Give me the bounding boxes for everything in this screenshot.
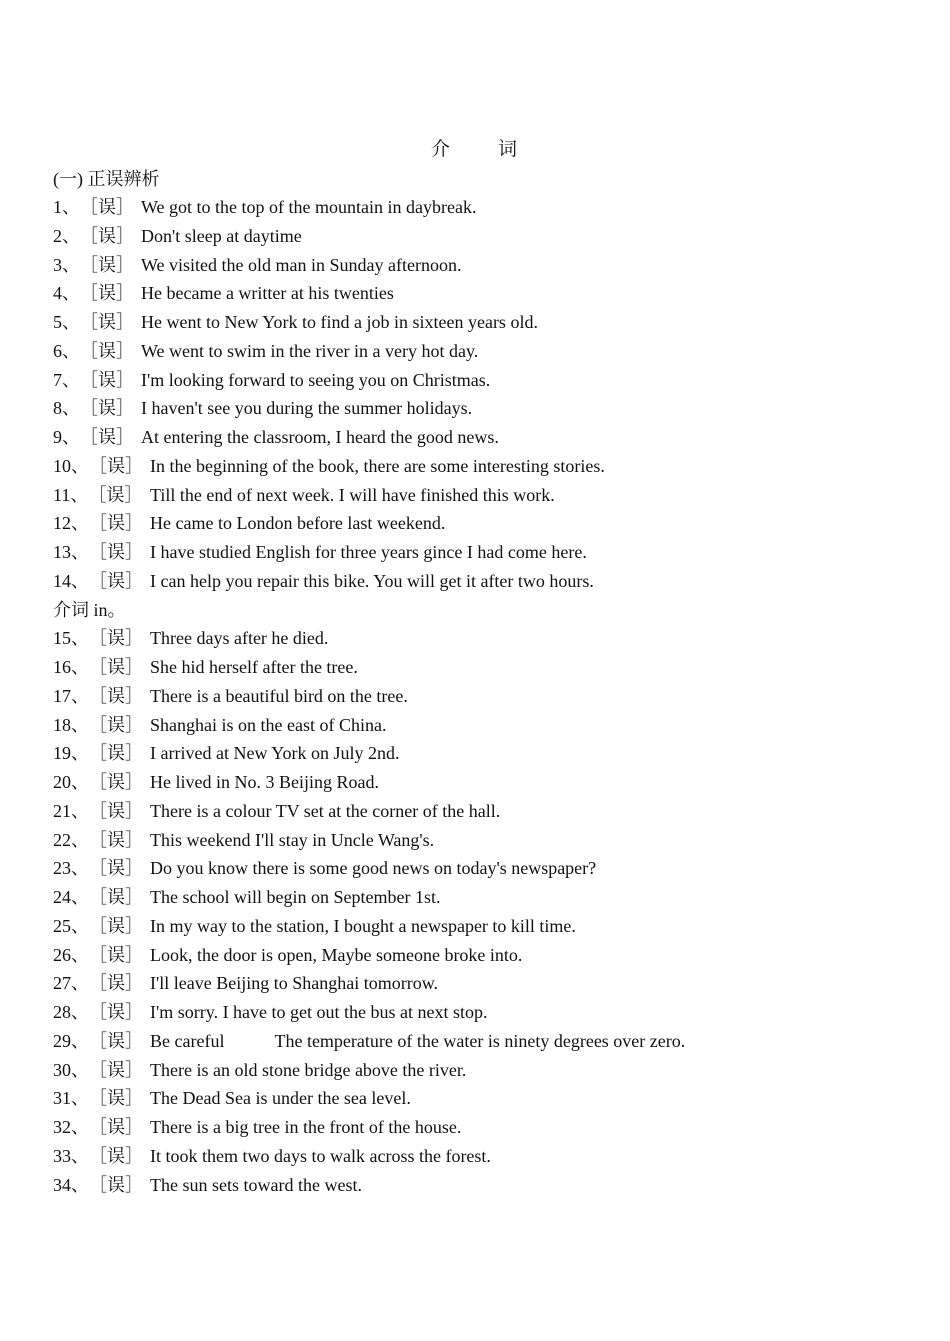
item-sentence: I'm sorry. I have to get out the bus at next stop. [150,1002,488,1022]
item-sentence: It took them two days to walk across the forest. [150,1145,491,1166]
item-number: 14、 [53,570,89,591]
error-tag: ［误］ [80,427,134,447]
error-tag: ［误］ [80,197,134,217]
item-sentence: She hid herself after the tree. [150,657,358,677]
item-number: 29、 [53,1030,89,1051]
exercise-item [53,193,933,222]
page-title-right: 词 [498,139,520,160]
error-tag: ［误］ [80,369,134,390]
error-tag: ［误］ [89,829,143,850]
item-number: 15、 [53,628,89,649]
error-tag: ［误］ [89,944,143,965]
item-sentence: He became a writter at his twenties [141,283,394,304]
error-tag: ［误］ [89,887,143,907]
error-tag: ［误］ [89,915,143,936]
item-sentence: Shanghai is on the east of China. [150,714,387,735]
error-tag: ［误］ [80,398,134,419]
error-tag: ［误］ [80,254,134,275]
item-sentence: In the beginning of the book, there are some interesting stories. [150,455,605,476]
exercise-item [53,366,933,395]
exercise-item [53,337,933,366]
exercise-item [53,653,933,682]
item-sentence: There is an old stone bridge above the river. [150,1059,467,1080]
error-tag: ［误］ [80,225,134,246]
item-number: 1、 [53,197,80,217]
error-tag: ［误］ [89,1117,143,1137]
exercise-item [53,854,933,883]
item-sentence: This weekend I'll stay in Uncle Wang's. [150,829,435,850]
item-number: 22、 [53,829,89,850]
item-number: 9、 [53,427,80,447]
item-number: 7、 [53,369,80,390]
exercise-item [53,509,933,538]
error-tag: ［误］ [89,714,143,735]
exercise-list [53,193,933,1199]
exercise-item [53,1084,933,1113]
item-number: 17、 [53,685,89,706]
exercise-item [53,1027,933,1056]
error-tag: ［误］ [89,1059,143,1080]
item-sentence: Don't sleep at daytime [141,225,302,246]
item-number: 31、 [53,1088,89,1109]
item-sentence: I haven't see you during the summer holidays. [141,398,473,419]
item-sentence: He lived in No. 3 Beijing Road. [150,772,379,792]
error-tag: ［误］ [89,685,143,706]
item-number: 18、 [53,714,89,735]
exercise-item [53,567,933,596]
item-sentence: We went to swim in the river in a very hot day. [141,340,479,361]
error-tag: ［误］ [89,542,143,562]
error-tag: ［误］ [88,484,143,505]
exercise-item [53,998,933,1027]
exercise-item [53,423,933,452]
item-number: 4、 [53,283,80,304]
item-number: 11、 [53,484,89,505]
item-sentence: We visited the old man in Sunday afternoon. [141,254,462,275]
item-number: 19、 [53,743,89,764]
exercise-item [53,1113,933,1142]
error-tag: ［误］ [89,973,143,994]
exercise-item [53,538,933,567]
item-number: 32、 [53,1117,89,1137]
item-sentence: There is a big tree in the front of the house. [150,1117,462,1137]
error-tag: ［误］ [89,657,143,677]
item-number: 5、 [53,312,80,332]
item-number: 23、 [53,858,89,879]
exercise-item [53,624,933,653]
exercise-item [53,711,933,740]
exercise-item [53,222,933,251]
exercise-item [53,1056,933,1085]
item-number: 2、 [53,225,80,246]
exercise-item [53,826,933,855]
item-sentence: The sun sets toward the west. [150,1174,362,1195]
page-title [0,134,950,161]
exercise-item [53,739,933,768]
section-heading: (一) 正误辨析 [53,169,160,189]
item-sentence: We got to the top of the mountain in daybreak. [141,197,477,217]
item-sentence: Till the end of next week. I will have finished this work. [150,484,555,505]
item-number: 26、 [53,944,89,965]
item-sentence: He went to New York to find a job in sixteen years old. [141,312,538,332]
error-tag: ［误］ [89,513,143,534]
item-sentence: I'll leave Beijing to Shanghai tomorrow. [150,973,439,994]
note-text: 介词 in。 [53,599,126,620]
exercise-item [53,912,933,941]
item-sentence: Three days after he died. [150,628,329,649]
error-tag: ［误］ [80,340,134,361]
exercise-item [53,797,933,826]
exercise-item [53,452,933,481]
item-sentence-part2: The temperature of the water is ninety degrees over zero. [274,1030,686,1051]
error-tag: ［误］ [89,772,143,792]
exercise-item [53,883,933,912]
exercise-item [53,394,933,423]
exercise-item [53,969,933,998]
item-number: 3、 [53,254,80,275]
item-number: 20、 [53,772,89,792]
item-number: 13、 [53,542,89,562]
error-tag: ［误］ [89,455,143,476]
item-sentence: Do you know there is some good news on today's newspaper? [150,858,597,879]
exercise-item [53,308,933,337]
note-line [53,596,933,625]
item-sentence: The school will begin on September 1st. [150,887,441,907]
error-tag: ［误］ [89,628,143,649]
item-number: 34、 [53,1174,89,1195]
exercise-item [53,941,933,970]
item-number: 25、 [53,915,89,936]
item-number: 24、 [53,887,89,907]
exercise-item [53,251,933,280]
item-number: 27、 [53,973,89,994]
item-sentence: Look, the door is open, Maybe someone broke into. [150,944,523,965]
exercise-item [53,279,933,308]
item-sentence: There is a colour TV set at the corner of the hall. [150,800,501,821]
exercise-item [53,1142,933,1171]
item-sentence: He came to London before last weekend. [150,513,446,534]
exercise-item [53,682,933,711]
error-tag: ［误］ [89,800,143,821]
item-sentence: I arrived at New York on July 2nd. [150,743,400,764]
item-sentence: In my way to the station, I bought a newspaper to kill time. [150,915,576,936]
item-number: 28、 [53,1002,89,1022]
page-title-left: 介 [430,139,452,160]
error-tag: ［误］ [80,283,134,304]
item-number: 8、 [53,398,80,419]
item-number: 16、 [53,657,89,677]
error-tag: ［误］ [89,570,143,591]
error-tag: ［误］ [89,1088,143,1109]
item-number: 30、 [53,1059,89,1080]
item-sentence: There is a beautiful bird on the tree. [150,685,408,706]
item-number: 21、 [53,800,89,821]
item-sentence: I'm looking forward to seeing you on Christmas. [141,369,491,390]
error-tag: ［误］ [89,858,143,879]
error-tag: ［误］ [89,1002,143,1022]
exercise-item [53,1171,933,1200]
error-tag: ［误］ [89,1030,143,1051]
item-number: 12、 [53,513,89,534]
item-number: 6、 [53,340,80,361]
item-sentence-part1: Be careful [150,1030,225,1051]
item-sentence: I have studied English for three years gince I had come here. [150,542,587,562]
exercise-item [53,481,933,510]
error-tag: ［误］ [89,743,143,764]
item-sentence: At entering the classroom, I heard the good news. [141,427,499,447]
item-sentence: I can help you repair this bike. You will get it after two hours. [150,570,594,591]
item-sentence: The Dead Sea is under the sea level. [150,1088,411,1109]
error-tag: ［误］ [89,1174,143,1195]
item-number: 10、 [53,455,89,476]
item-sentence [150,1027,685,1056]
exercise-item [53,768,933,797]
error-tag: ［误］ [80,312,134,332]
error-tag: ［误］ [89,1145,143,1166]
item-number: 33、 [53,1145,89,1166]
